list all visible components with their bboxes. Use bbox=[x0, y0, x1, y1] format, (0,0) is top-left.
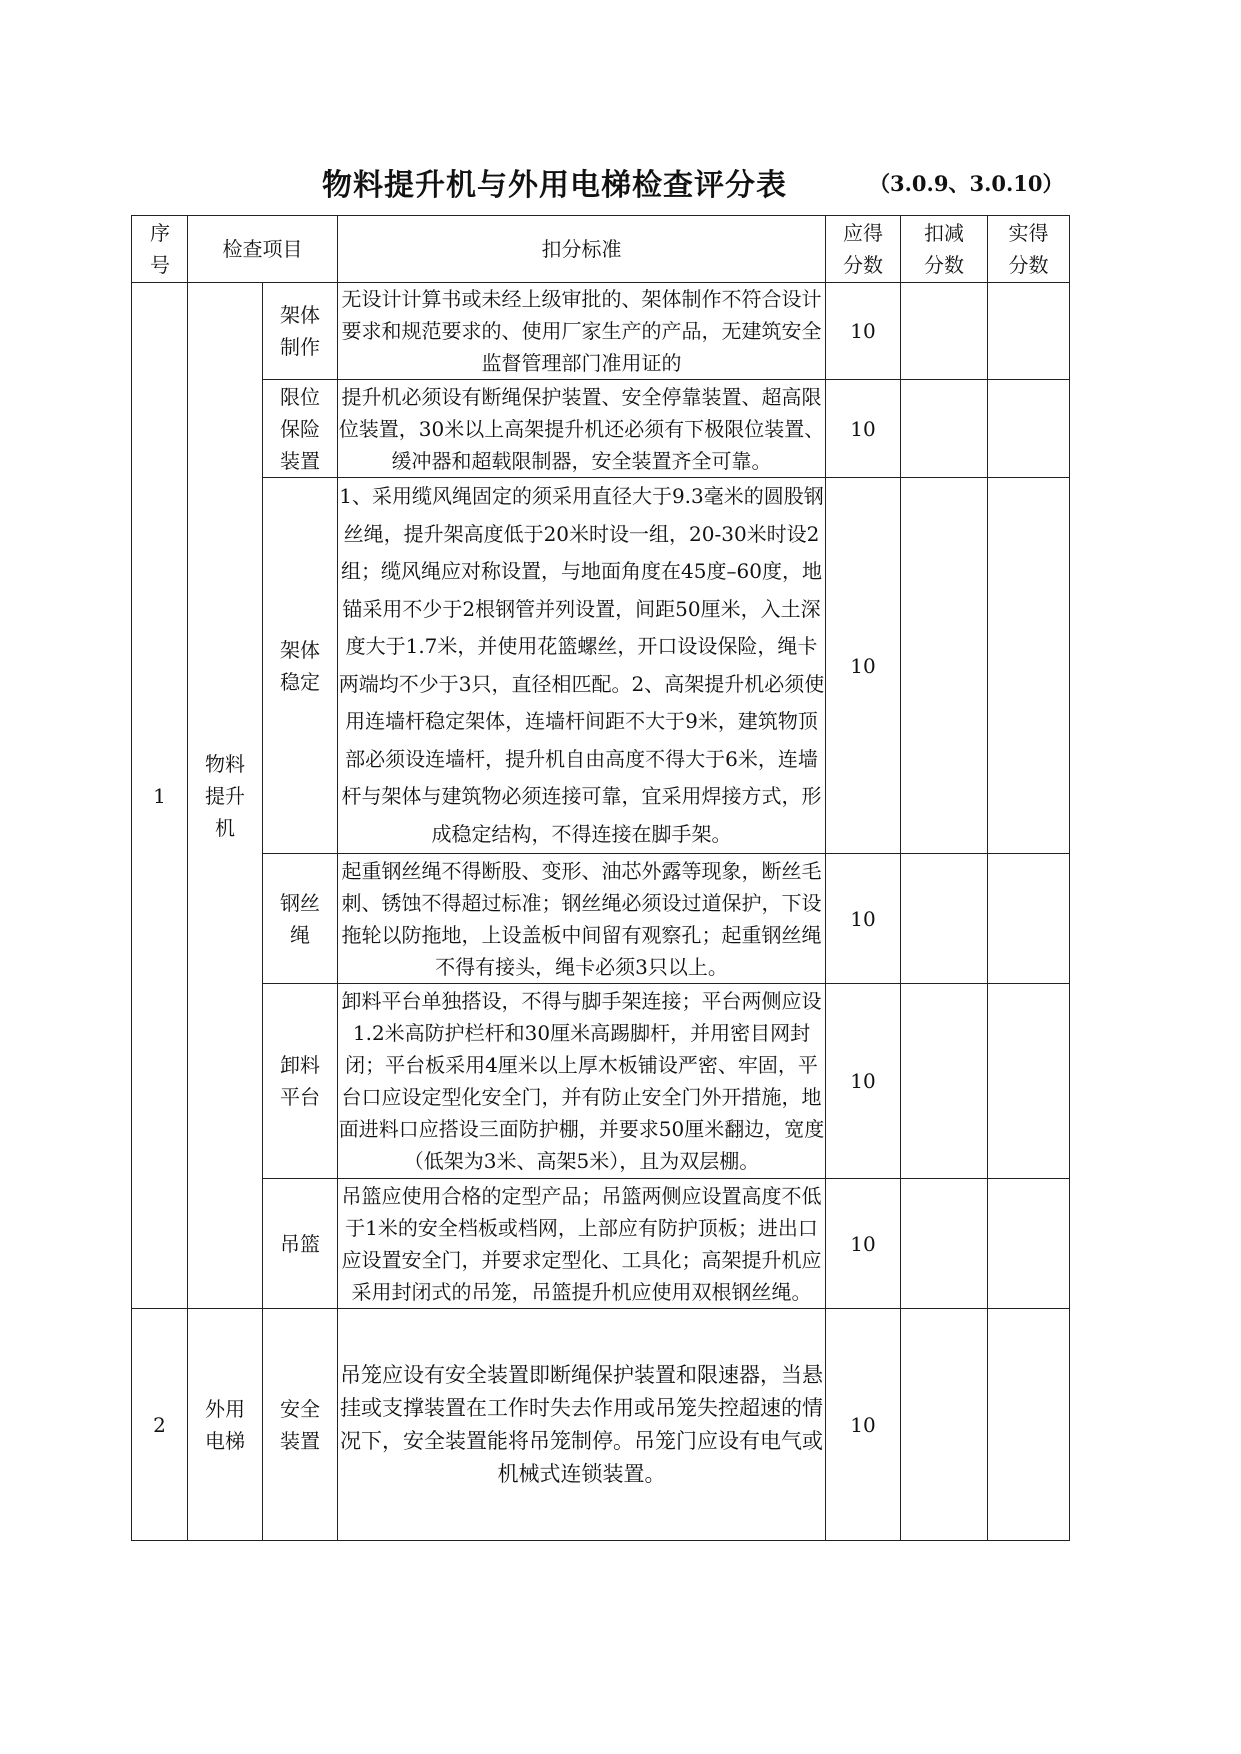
due-score: 10 bbox=[826, 380, 901, 478]
deduct-score-cell bbox=[901, 478, 988, 854]
header-due-score: 应得分数 bbox=[826, 216, 901, 283]
page-title: 物料提升机与外用电梯检查评分表 bbox=[322, 168, 787, 203]
actual-score-cell bbox=[988, 1179, 1070, 1309]
actual-score-cell bbox=[988, 380, 1070, 478]
deduction-standard: 提升机必须设有断绳保护装置、安全停靠装置、超高限位装置，30米以上高架提升机还必须有下极限位装置、缓冲器和超载限制器，安全装置齐全可靠。 bbox=[338, 380, 826, 478]
deduct-score-cell bbox=[901, 283, 988, 380]
actual-score-cell bbox=[988, 984, 1070, 1179]
due-score: 10 bbox=[826, 1179, 901, 1309]
actual-score-cell bbox=[988, 283, 1070, 380]
deduction-standard: 卸料平台单独搭设，不得与脚手架连接；平台两侧应设1.2米高防护栏杆和30厘米高踢脚杆，并用密目网封闭；平台板采用4厘米以上厚木板铺设严密、牢固，平台口应设定型化安全门，并有防止安全门外开措施，地面进料口应搭设三面防护棚，并要求50厘米翻边，宽度（低架为3米、高架5米），且为双层棚。 bbox=[338, 984, 826, 1179]
group-name: 外用电梯 bbox=[188, 1309, 263, 1541]
deduct-score-cell bbox=[901, 984, 988, 1179]
sub-item: 卸料平台 bbox=[263, 984, 338, 1179]
actual-score-cell bbox=[988, 1309, 1070, 1541]
inspection-score-table bbox=[131, 215, 1070, 1541]
header-seq: 序号 bbox=[132, 216, 188, 283]
table-row bbox=[132, 984, 1070, 1179]
sub-item: 钢丝绳 bbox=[263, 854, 338, 984]
group-name: 物料提升机 bbox=[188, 283, 263, 1309]
sub-item: 架体稳定 bbox=[263, 478, 338, 854]
header-actual-score: 实得分数 bbox=[988, 216, 1070, 283]
sub-item: 限位保险装置 bbox=[263, 380, 338, 478]
deduct-score-cell bbox=[901, 380, 988, 478]
due-score: 10 bbox=[826, 1309, 901, 1541]
title-row bbox=[0, 160, 1241, 210]
header-standard: 扣分标准 bbox=[338, 216, 826, 283]
due-score: 10 bbox=[826, 478, 901, 854]
table-row bbox=[132, 283, 1070, 380]
deduction-standard: 1、采用缆风绳固定的须采用直径大于9.3毫米的圆股钢丝绳，提升架高度低于20米时设一组，20-30米时设2组；缆风绳应对称设置，与地面角度在45度–60度，地锚采用不少于2根钢管并列设置，间距50厘米，入土深度大于1.7米，并使用花篮螺丝，开口设设保险，绳卡两端均不少于3只，直径相匹配。2、高架提升机必须使用连墙杆稳定架体，连墙杆间距不大于9米，建筑物顶部必须设连墙杆，提升机自由高度不得大于6米，连墙杆与架体与建筑物必须连接可靠，宜采用焊接方式，形成稳定结构，不得连接在脚手架。 bbox=[338, 478, 826, 854]
header-item: 检查项目 bbox=[188, 216, 338, 283]
actual-score-cell bbox=[988, 854, 1070, 984]
table-row bbox=[132, 1179, 1070, 1309]
table-row bbox=[132, 478, 1070, 854]
table-row bbox=[132, 1309, 1070, 1541]
group-seq: 2 bbox=[132, 1309, 188, 1541]
deduction-standard: 吊篮应使用合格的定型产品；吊篮两侧应设置高度不低于1米的安全档板或档网，上部应有防护顶板；进出口应设置安全门，并要求定型化、工具化；高架提升机应采用封闭式的吊笼，吊篮提升机应使用双根钢丝绳。 bbox=[338, 1179, 826, 1309]
deduct-score-cell bbox=[901, 1309, 988, 1541]
deduction-standard: 无设计计算书或未经上级审批的、架体制作不符合设计要求和规范要求的、使用厂家生产的产品，无建筑安全监督管理部门准用证的 bbox=[338, 283, 826, 380]
table-row bbox=[132, 380, 1070, 478]
standard-code: （3.0.9、3.0.10） bbox=[869, 171, 1064, 196]
deduct-score-cell bbox=[901, 1179, 988, 1309]
deduction-standard: 吊笼应设有安全装置即断绳保护装置和限速器，当悬挂或支撑装置在工作时失去作用或吊笼失控超速的情况下，安全装置能将吊笼制停。吊笼门应设有电气或机械式连锁装置。 bbox=[338, 1309, 826, 1541]
due-score: 10 bbox=[826, 984, 901, 1179]
due-score: 10 bbox=[826, 283, 901, 380]
sub-item: 架体制作 bbox=[263, 283, 338, 380]
header-row bbox=[132, 216, 1070, 283]
deduction-standard: 起重钢丝绳不得断股、变形、油芯外露等现象，断丝毛刺、锈蚀不得超过标准；钢丝绳必须设过道保护，下设拖轮以防拖地，上设盖板中间留有观察孔；起重钢丝绳不得有接头，绳卡必须3只以上。 bbox=[338, 854, 826, 984]
actual-score-cell bbox=[988, 478, 1070, 854]
deduct-score-cell bbox=[901, 854, 988, 984]
group-seq: 1 bbox=[132, 283, 188, 1309]
sub-item: 吊篮 bbox=[263, 1179, 338, 1309]
header-deduct-score: 扣减分数 bbox=[901, 216, 988, 283]
due-score: 10 bbox=[826, 854, 901, 984]
sub-item: 安全装置 bbox=[263, 1309, 338, 1541]
table-row bbox=[132, 854, 1070, 984]
